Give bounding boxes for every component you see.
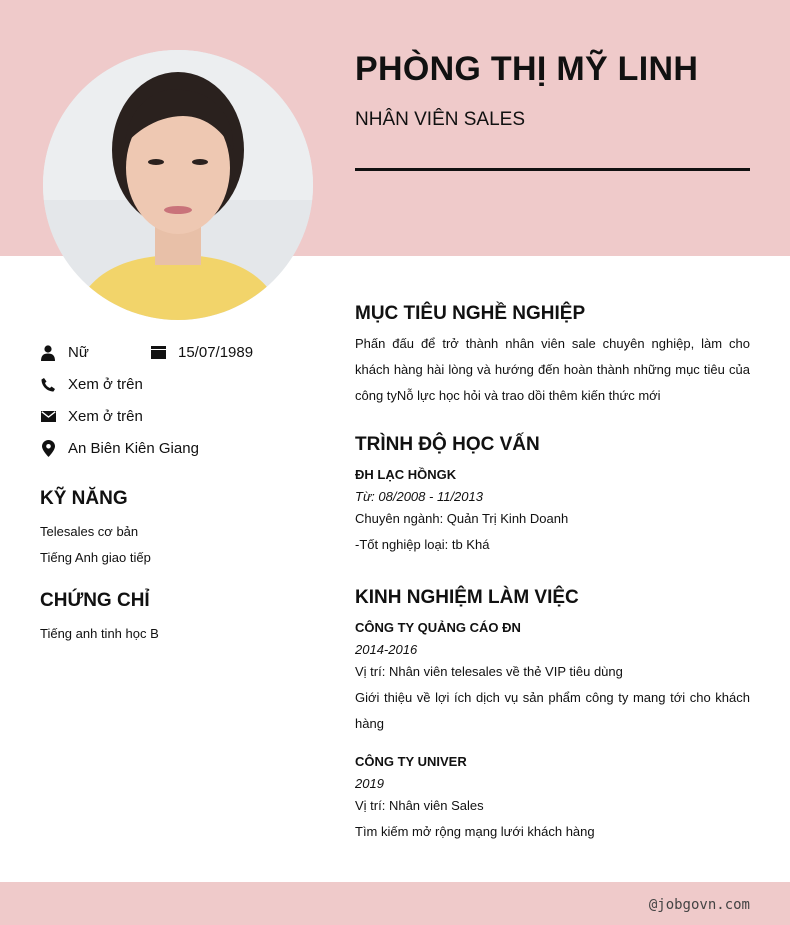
certificate-item: Tiếng anh tinh học B [40,626,159,641]
phone-icon [40,377,56,393]
phone-row [40,376,143,393]
experience-line: Giới thiệu về lợi ích dịch vụ sản phẩm công ty mang tới cho khách hàng [355,690,750,731]
title-divider [355,168,750,171]
email-row [40,408,143,425]
envelope-icon [40,409,56,425]
phone-value: Xem ở trên [68,376,143,393]
experience-period: 2019 [355,776,384,791]
candidate-job-title: NHÂN VIÊN SALES [355,109,525,130]
birthdate-row [150,344,253,361]
skill-item: Telesales cơ bản [40,524,139,539]
objective-text: Phấn đấu để trở thành nhân viên sale chuyên nghiệp, làm cho khách hàng hài lòng và hướng đến hoàn thành những mục tiêu của công tyNỗ lực học hỏi và trao dồi thêm kiến thức mới [355,336,750,403]
objective-heading: MỤC TIÊU NGHỀ NGHIỆP [355,303,586,324]
experience-heading: KINH NGHIỆM LÀM VIỆC [355,587,579,608]
experience-period: 2014-2016 [355,642,418,657]
person-icon [40,345,56,361]
education-section [355,434,750,558]
certificates-heading: CHỨNG CHỈ [40,590,150,611]
experience-line: Tìm kiếm mở rộng mạng lưới khách hàng [355,824,595,839]
gender-row [40,344,89,361]
birthdate-value: 15/07/1989 [178,344,254,361]
experience-company: CÔNG TY QUẢNG CÁO ĐN [355,620,521,635]
profile-photo [43,50,313,320]
experience-company: CÔNG TY UNIVER [355,754,467,769]
skill-item: Tiếng Anh giao tiếp [40,550,151,565]
experience-section [355,587,750,845]
footer-watermark: @jobgovn.com [648,897,750,913]
map-pin-icon [40,441,56,457]
candidate-name: PHÒNG THỊ MỸ LINH [355,50,699,88]
education-heading: TRÌNH ĐỘ HỌC VẤN [355,434,540,455]
address-row [40,440,199,457]
education-school: ĐH LẠC HỒNGK [355,467,457,482]
skills-heading: KỸ NĂNG [40,488,128,509]
gender-value: Nữ [68,344,89,361]
education-line: Chuyên ngành: Quản Trị Kinh Doanh [355,511,569,526]
education-line: -Tốt nghiệp loại: tb Khá [355,537,490,552]
objective-section [355,303,750,409]
email-value: Xem ở trên [68,408,143,425]
education-period: Từ: 08/2008 - 11/2013 [355,489,483,504]
experience-line: Vị trí: Nhân viên Sales [355,798,484,813]
calendar-icon [150,345,166,361]
experience-line: Vị trí: Nhân viên telesales về thẻ VIP tiêu dùng [355,664,623,679]
address-value: An Biên Kiên Giang [68,440,199,457]
